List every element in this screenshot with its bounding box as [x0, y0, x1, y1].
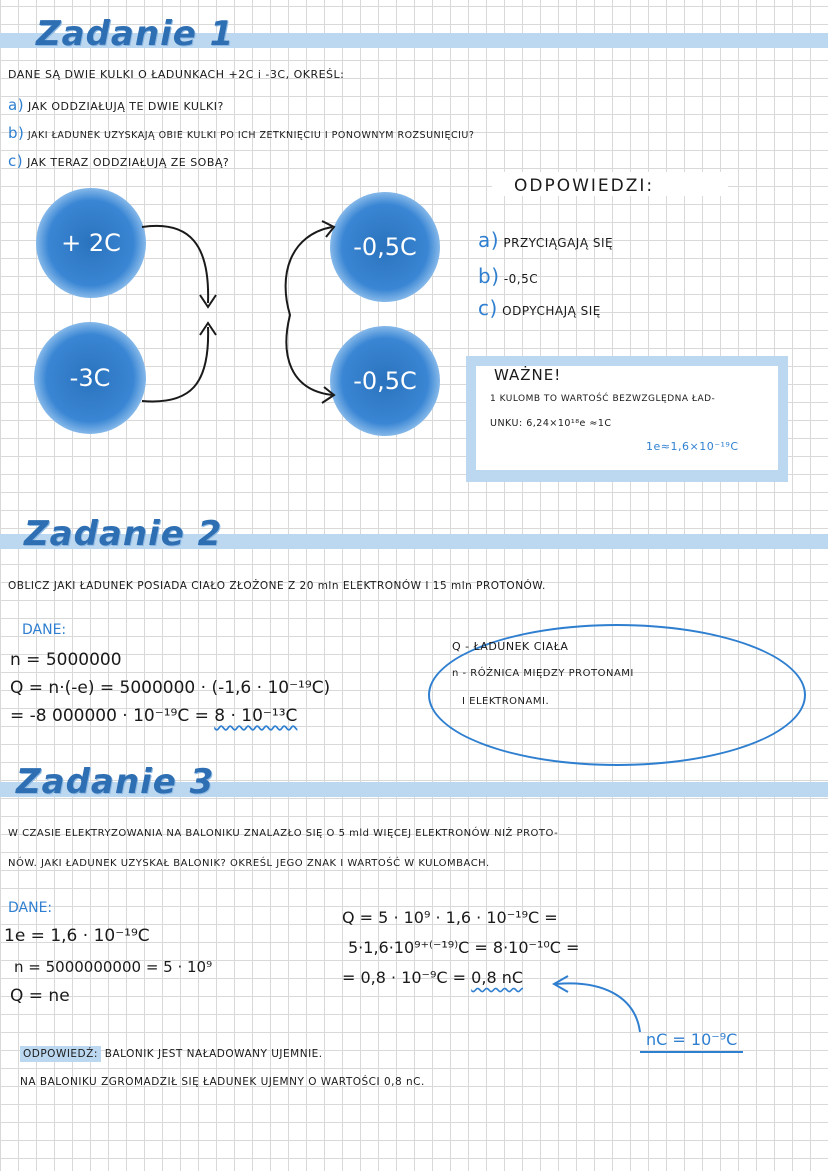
charge-label: + 2C	[61, 229, 121, 257]
task2-line3	[10, 706, 297, 726]
answer-text: ODPYCHAJĄ SIĘ	[502, 304, 601, 318]
answer-letter: c)	[478, 296, 498, 320]
task3-answer-text1: BALONIK JEST NAŁADOWANY UJEMNIE.	[104, 1048, 323, 1060]
important-box	[466, 356, 788, 482]
note-arrow-curve	[556, 983, 640, 1032]
task2-line1: n = 5000000	[10, 650, 122, 670]
task2-given-label: DANE:	[22, 622, 67, 638]
task3-note: nC = 10⁻⁹C	[640, 1030, 743, 1053]
question-text: JAK TERAZ ODDZIAŁUJĄ ZE SOBĄ?	[27, 156, 230, 169]
contact-arrows	[130, 215, 350, 415]
answer-a	[478, 228, 613, 252]
task3-calc1: Q = 5 · 10⁹ · 1,6 · 10⁻¹⁹C =	[342, 908, 558, 927]
task1-title: Zadanie 1	[36, 14, 235, 54]
task3-prompt-line2: NÓW. JAKI ŁADUNEK UZYSKAŁ BALONIK? OKREŚL JEGO ZNAK I WARTOŚĆ W KULOMBACH.	[8, 858, 490, 869]
task3-calc3-text: = 0,8 · 10⁻⁹C =	[342, 968, 472, 987]
important-line3: 1e≈1,6×10⁻¹⁹C	[646, 440, 739, 453]
important-line1: 1 KULOMB TO WARTOŚĆ BEZWZGLĘDNA ŁAD-	[490, 394, 716, 404]
answer-letter: b)	[478, 264, 500, 288]
important-box-inner	[476, 366, 778, 470]
important-line2-text: UNKU: 6,24×10¹⁸e ≈1C	[490, 418, 612, 429]
task2-line3-text: = -8 000000 · 10⁻¹⁹C =	[10, 706, 215, 726]
task3-title: Zadanie 3	[16, 762, 215, 802]
task3-answer-line2: NA BALONIKU ZGROMADZIŁ SIĘ ŁADUNEK UJEMNY O WARTOŚCI 0,8 nC.	[20, 1076, 425, 1088]
question-letter: a)	[8, 96, 25, 114]
task3-given3: Q = ne	[10, 986, 70, 1006]
task1-question-c	[8, 152, 229, 170]
task3-answer-line1	[20, 1048, 323, 1060]
task1-intro: DANE SĄ DWIE KULKI O ŁADUNKACH +2C i -3C, OKREŚL:	[8, 68, 345, 81]
answer-c	[478, 296, 601, 320]
task2-line2: Q = n·(-e) = 5000000 · (-1,6 · 10⁻¹⁹C)	[10, 678, 331, 698]
task3-given2: n = 5000000000 = 5 · 10⁹	[14, 958, 213, 976]
question-text: JAKI ŁADUNEK UZYSKAJĄ OBIE KULKI PO ICH ZETKNIĘCIU I PONOWNYM ROZSUNIĘCIU?	[27, 130, 475, 141]
answer-text: -0,5C	[503, 272, 539, 286]
task3-answer-label: ODPOWIEDŹ:	[20, 1046, 101, 1062]
task3-calc-result: 0,8 nC	[471, 968, 524, 987]
question-text: JAK ODDZIAŁUJĄ TE DWIE KULKI?	[28, 100, 224, 113]
arrow-top-down	[142, 226, 208, 303]
task2-prompt: OBLICZ JAKI ŁADUNEK POSIADA CIAŁO ZŁOŻONE Z 20 mln ELEKTRONÓW I 15 mln PROTONÓW.	[8, 580, 546, 592]
answers-title: ODPOWIEDZI:	[514, 176, 655, 196]
important-line2	[490, 418, 612, 429]
task3-calc2: 5·1,6·10⁹⁺⁽⁻¹⁹⁾C = 8·10⁻¹⁰C =	[348, 938, 580, 957]
answer-text: PRZYCIĄGAJĄ SIĘ	[503, 236, 614, 250]
legend-line1: Q - ŁADUNEK CIAŁA	[452, 640, 569, 653]
task3-calc3	[342, 968, 523, 987]
charge-label: -0,5C	[353, 367, 417, 395]
task2-result: 8 · 10⁻¹³C	[214, 706, 298, 726]
question-letter: c)	[8, 152, 24, 170]
task3-prompt-line1: W CZASIE ELEKTRYZOWANIA NA BALONIKU ZNALAZŁO SIĘ O 5 mld WIĘCEJ ELEKTRONÓW NIŻ PROTO-	[8, 828, 559, 839]
arrow-split	[286, 227, 332, 395]
task2-title: Zadanie 2	[24, 514, 223, 554]
task3-given-label: DANE:	[8, 900, 53, 916]
arrow-bottom-up	[142, 327, 208, 401]
charge-label: -3C	[69, 364, 111, 392]
legend-line2: n - RÓŻNICA MIĘDZY PROTONAMI	[452, 668, 634, 679]
task1-question-a	[8, 96, 224, 114]
important-title: WAŻNE!	[494, 366, 562, 384]
answer-letter: a)	[478, 228, 500, 252]
answer-b	[478, 264, 538, 288]
legend-line3: I ELEKTRONAMI.	[462, 696, 550, 707]
task3-given1: 1e = 1,6 · 10⁻¹⁹C	[4, 926, 150, 946]
task1-question-b	[8, 124, 474, 142]
charge-label: -0,5C	[353, 233, 417, 261]
question-letter: b)	[8, 124, 25, 142]
